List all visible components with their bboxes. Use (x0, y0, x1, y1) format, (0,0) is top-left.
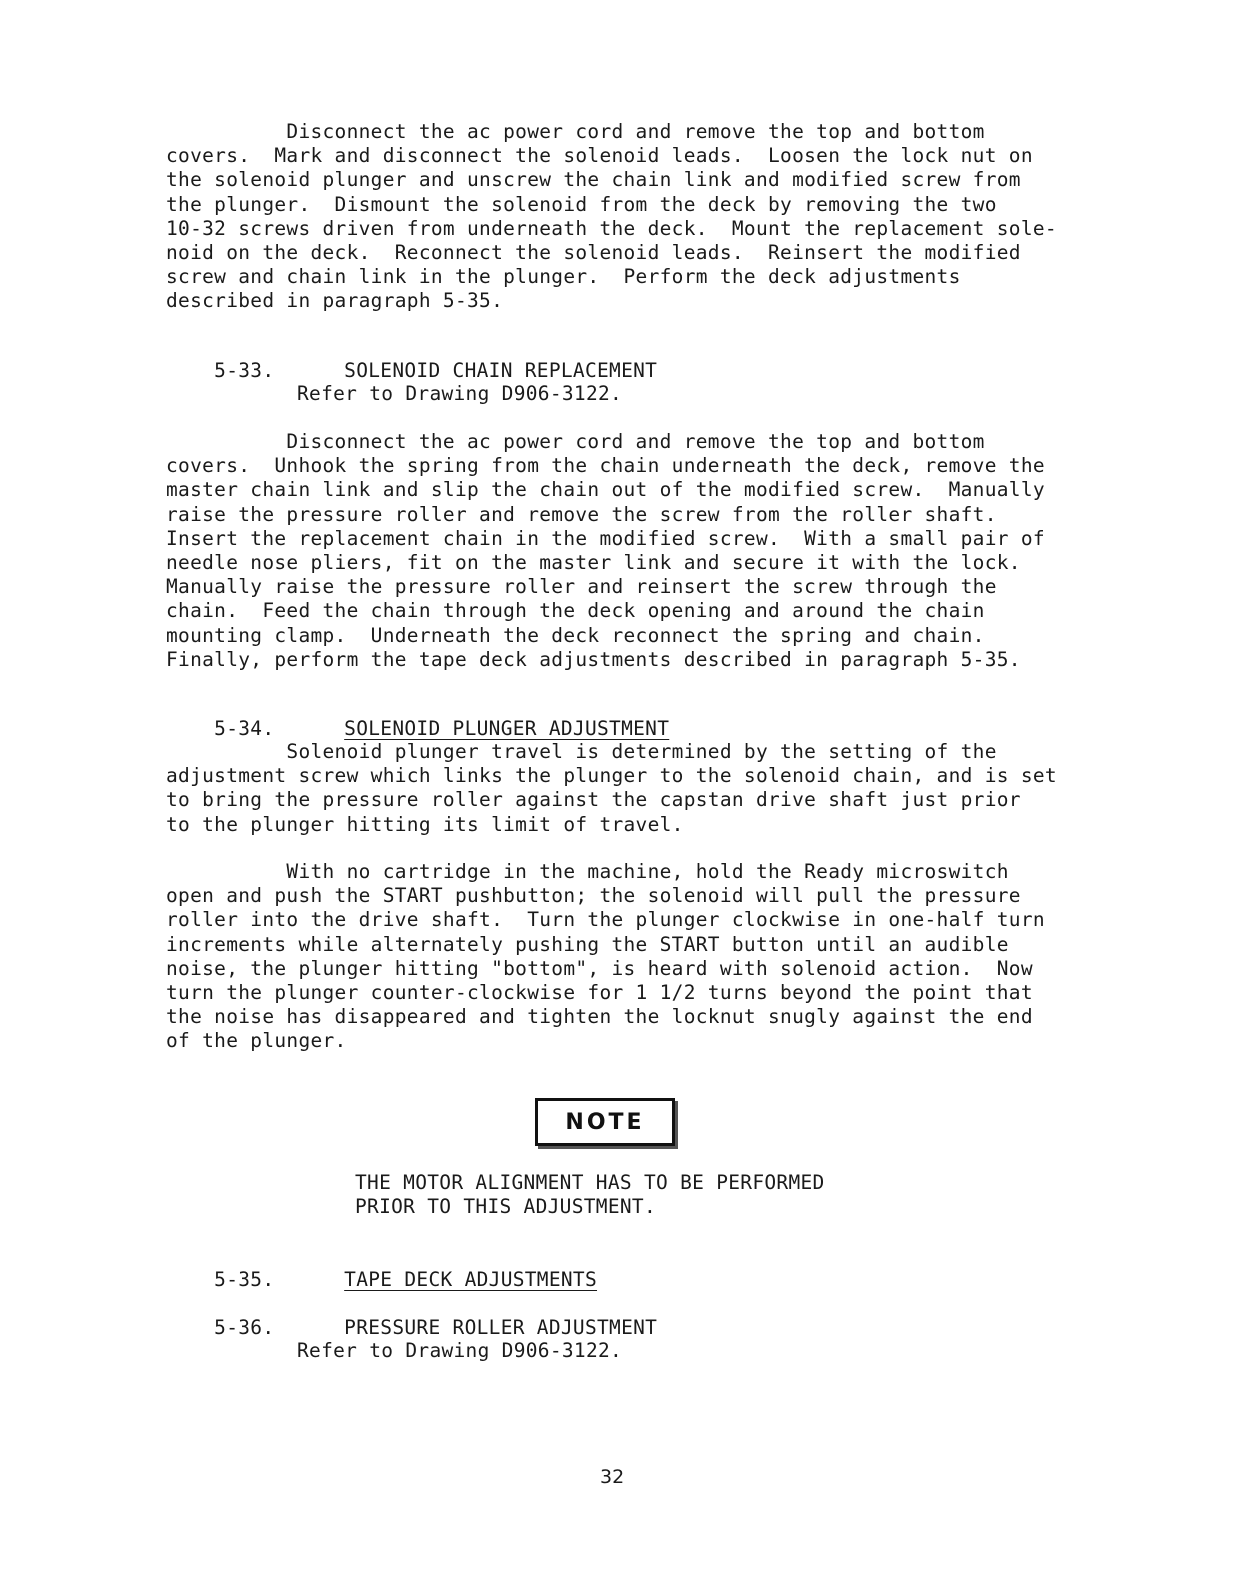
section-number: 5-35. (214, 1268, 275, 1291)
section-title: TAPE DECK ADJUSTMENTS (344, 1268, 598, 1291)
intro-paragraph: Disconnect the ac power cord and remove the top and bottom covers. Mark and disconnect the solenoid leads. Loosen the lock nut on the solenoid plunger and unscrew the chain link and modified screw from the plunger. Dismount the solenoid from the deck by removing the two 10-32 screws driven from underneath the deck. Mount the replacement sole- noid on the deck. Reconnect the solenoid leads. Reinsert the modified screw and chain link in the plunger. Perform the deck adjustments described in paragraph 5-35. (166, 120, 1057, 313)
section-number: 5-36. (214, 1316, 275, 1339)
plunger-travel-paragraph: Solenoid plunger travel is determined by the setting of the adjustment screw which links the plunger to the solenoid chain, and is set to bring the pressure roller against the capstan drive shaft just prior to the plunger hitting its limit of travel. (166, 740, 1057, 836)
section-number: 5-33. (214, 359, 275, 382)
note-text: THE MOTOR ALIGNMENT HAS TO BE PERFORMED PRIOR TO THIS ADJUSTMENT. (355, 1171, 825, 1218)
section-title: PRESSURE ROLLER ADJUSTMENT (344, 1316, 658, 1339)
drawing-reference: Refer to Drawing D906-3122. (297, 1339, 623, 1362)
section-number: 5-34. (214, 717, 275, 740)
note-badge (535, 1098, 675, 1146)
section-title: SOLENOID CHAIN REPLACEMENT (344, 359, 658, 382)
chain-replacement-paragraph: Disconnect the ac power cord and remove the top and bottom covers. Unhook the spring from the chain underneath the deck, remove the master chain link and slip the chain out of the modified screw. Manually raise the pressure roller and remove the screw from the roller shaft. Insert the replacement chain in the modified screw. With a small pair of needle nose pliers, fit on the master link and secure it with the lock. Manually raise the pressure roller and reinsert the screw through the chain. Feed the chain through the deck opening and around the chain mounting clamp. Underneath the deck reconnect the spring and chain. Finally, perform the tape deck adjustments described in paragraph 5-35. (166, 430, 1045, 671)
page-number: 32 (600, 1466, 625, 1488)
drawing-reference: Refer to Drawing D906-3122. (297, 382, 623, 405)
note-label: NOTE (565, 1109, 645, 1135)
section-title: SOLENOID PLUNGER ADJUSTMENT (344, 717, 670, 740)
plunger-procedure-paragraph: With no cartridge in the machine, hold the Ready microswitch open and push the START pushbutton; the solenoid will pull the pressure roller into the drive shaft. Turn the plunger clockwise in one-half turn increments while alternately pushing the START button until an audible noise, the plunger hitting "bottom", is heard with solenoid action. Now turn the plunger counter-clockwise for 1 1/2 turns beyond the point that the noise has disappeared and tighten the locknut snugly against the end of the plunger. (166, 860, 1045, 1053)
